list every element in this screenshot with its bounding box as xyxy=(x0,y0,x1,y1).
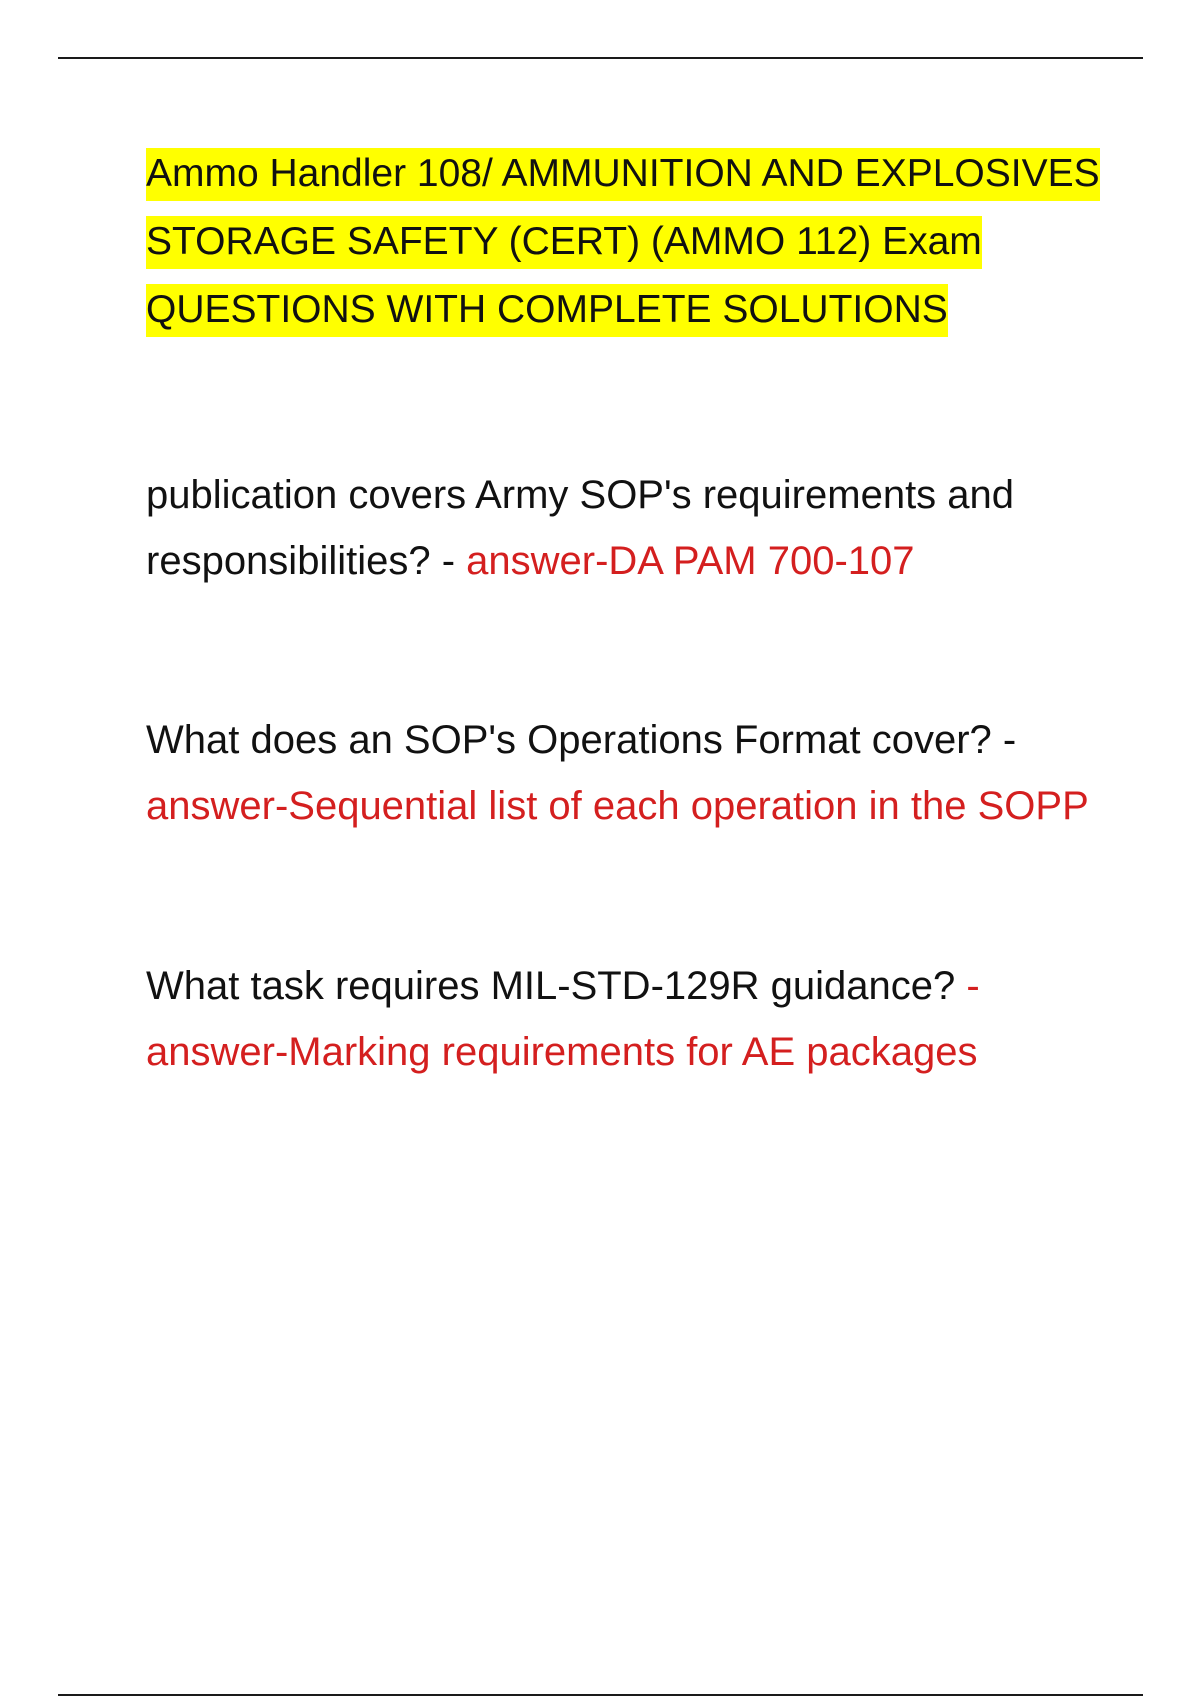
top-divider xyxy=(58,57,1143,59)
qa-item xyxy=(146,707,1106,839)
title-highlight: Ammo Handler 108/ AMMUNITION AND EXPLOSIVES STORAGE SAFETY (CERT) (AMMO 112) Exam QUESTIONS WITH COMPLETE SOLUTIONS xyxy=(146,148,1100,337)
answer-text: answer-Sequential list of each operation in the SOPP xyxy=(146,784,1089,828)
answer-text: - answer-Marking requirements for AE packages xyxy=(146,964,980,1074)
bottom-divider xyxy=(58,1694,1143,1696)
qa-item xyxy=(146,953,1106,1085)
document-title xyxy=(146,140,1106,344)
question-text: publication covers Army SOP's requirements and responsibilities? - xyxy=(146,473,1015,583)
qa-item xyxy=(146,462,1106,594)
document-body xyxy=(146,140,1106,1085)
answer-text: answer-DA PAM 700-107 xyxy=(466,539,915,583)
question-text: What task requires MIL-STD-129R guidance? xyxy=(146,964,967,1008)
question-text: What does an SOP's Operations Format cover? - xyxy=(146,718,1017,762)
